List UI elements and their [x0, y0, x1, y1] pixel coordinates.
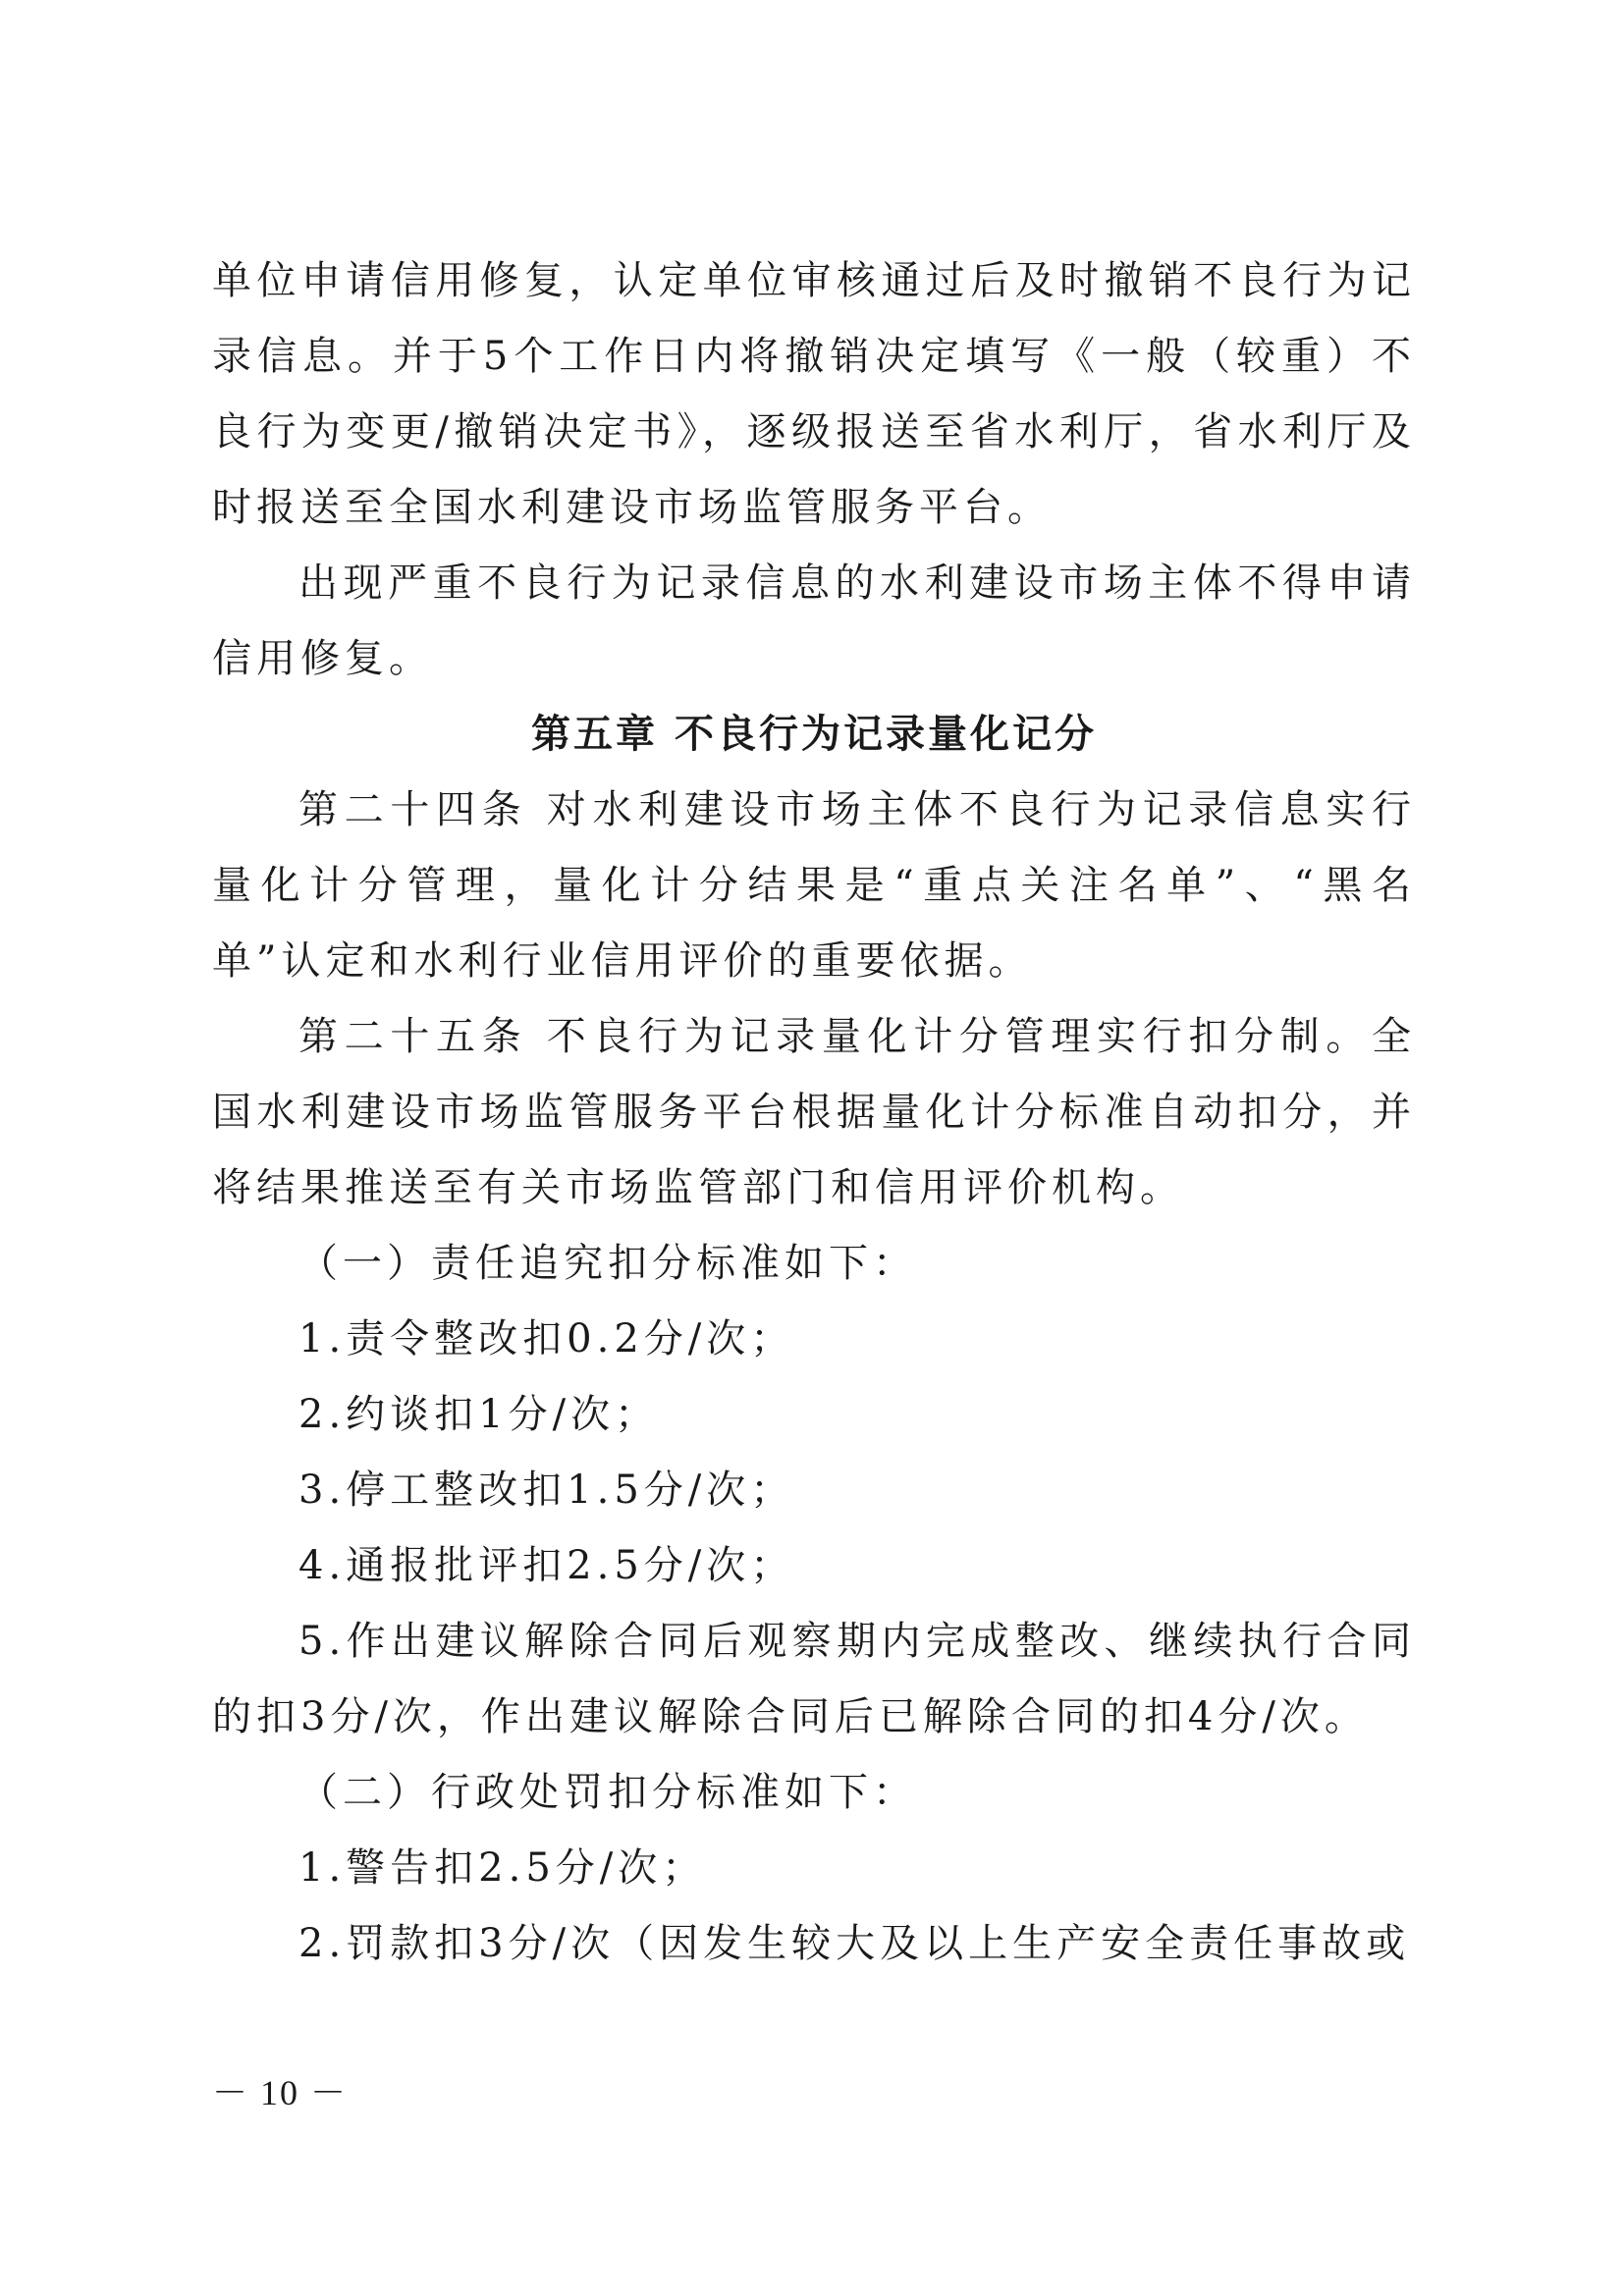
list-item: 1.责令整改扣0.2分/次； — [298, 1316, 795, 1362]
list-item: 2.约谈扣1分/次； — [298, 1392, 660, 1437]
paragraph-credit-repair-procedure: 单位申请信用修复，认定单位审核通过后及时撤销不良行为记录信息。并于5个工作日内将撤销决定填写《一般（较重）不良行为变更/撤销决定书》，逐级报送至省水利厅，省水利厅及时报送至全国水利建设市场监管服务平台。 — [212, 258, 1416, 530]
list-item: 3.停工整改扣1.5分/次； — [298, 1468, 795, 1513]
paragraph-serious-record-restriction: 出现严重不良行为记录信息的水利建设市场主体不得申请信用修复。 — [212, 561, 1416, 681]
list-item: 2.罚款扣3分/次（因发生较大及以上生产安全责任事故或 — [298, 1921, 1411, 1966]
document-body — [212, 243, 1416, 1982]
article-24: 第二十四条 对水利建设市场主体不良行为记录信息实行量化计分管理，量化计分结果是“重点关注名单”、“黑名单”认定和水利行业信用评价的重要依据。 — [212, 787, 1416, 984]
list-item: 5.作出建议解除合同后观察期内完成整改、继续执行合同的扣3分/次，作出建议解除合同后已解除合同的扣4分/次。 — [212, 1619, 1416, 1739]
section-administrative-penalty-deductions: （二）行政处罚扣分标准如下： — [298, 1770, 917, 1815]
chapter-heading: 第五章 不良行为记录量化记分 — [531, 712, 1097, 757]
list-item: 4.通报批评扣2.5分/次； — [298, 1543, 795, 1588]
section-accountability-deductions: （一）责任追究扣分标准如下： — [298, 1241, 917, 1286]
list-item: 1.警告扣2.5分/次； — [298, 1845, 707, 1891]
article-25: 第二十五条 不良行为记录量化计分管理实行扣分制。全国水利建设市场监管服务平台根据量化计分标准自动扣分，并将结果推送至有关市场监管部门和信用评价机构。 — [212, 1014, 1416, 1210]
page-number: － 10 － — [212, 2073, 349, 2112]
